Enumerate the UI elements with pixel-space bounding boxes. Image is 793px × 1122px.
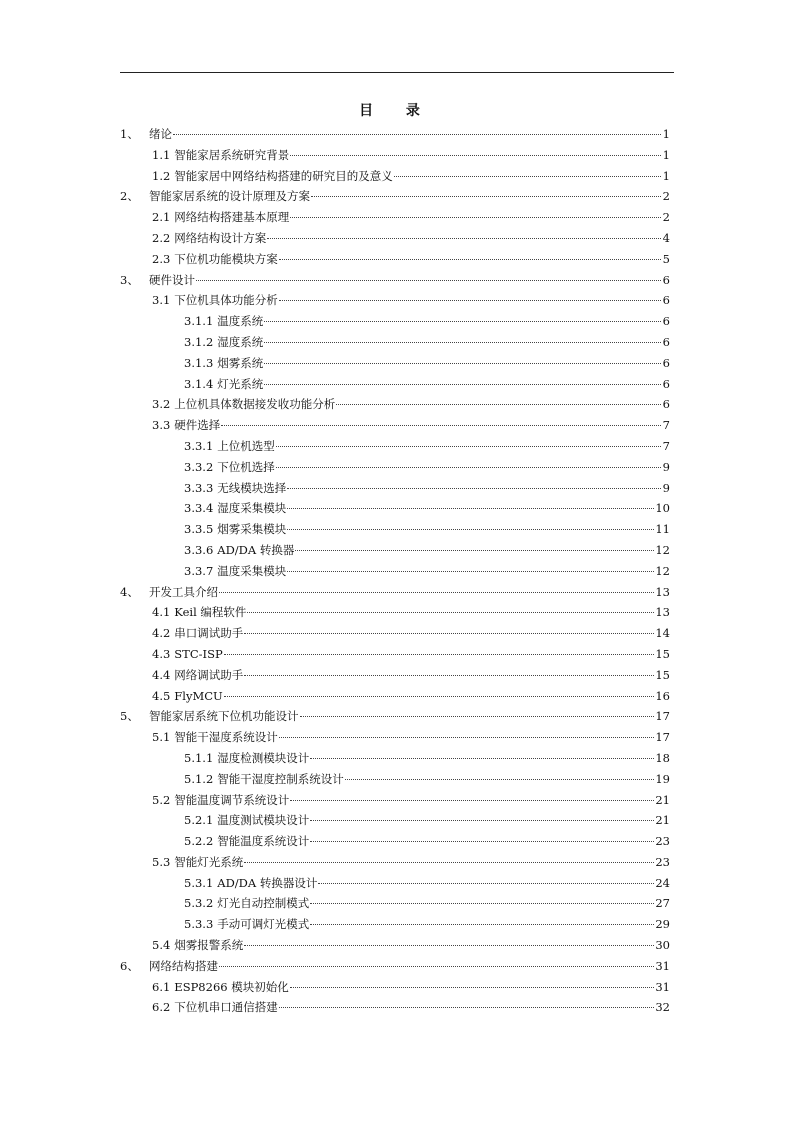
dot-leader <box>267 237 661 239</box>
toc-entry-page: 6 <box>662 376 670 391</box>
toc-entry[interactable] <box>120 582 670 603</box>
toc-entry-title: 硬件选择 <box>174 418 221 433</box>
toc-entry-page: 17 <box>655 709 670 724</box>
toc-entry[interactable] <box>120 415 670 436</box>
toc-entry-page: 30 <box>655 938 670 953</box>
toc-entry-number: 5.4 <box>152 938 171 953</box>
toc-entry-number: 3.2 <box>152 397 171 412</box>
table-of-contents <box>120 124 670 1018</box>
dot-leader <box>196 279 661 281</box>
dot-leader <box>173 133 661 135</box>
toc-entry-page: 9 <box>662 459 670 474</box>
toc-entry[interactable] <box>120 540 670 561</box>
toc-entry[interactable] <box>120 124 670 145</box>
toc-entry-title: 手动可调灯光模式 <box>217 917 310 932</box>
toc-entry-title: FlyMCU <box>174 688 223 703</box>
dot-leader <box>244 861 654 863</box>
toc-entry[interactable] <box>120 831 670 852</box>
toc-entry-number: 3.1.1 <box>184 314 214 329</box>
toc-entry-number: 3.3.4 <box>184 501 214 516</box>
dot-leader <box>264 320 661 322</box>
toc-entry-number: 5.1 <box>152 730 171 745</box>
toc-entry-page: 7 <box>662 438 670 453</box>
dot-leader <box>224 653 655 655</box>
header-rule <box>120 72 674 73</box>
toc-entry-page: 11 <box>655 522 670 537</box>
toc-entry-number: 4.5 <box>152 688 171 703</box>
toc-entry[interactable] <box>120 332 670 353</box>
toc-entry-number: 4.2 <box>152 626 171 641</box>
toc-entry[interactable] <box>120 290 670 311</box>
toc-entry-number: 2.1 <box>152 210 171 225</box>
dot-leader <box>310 923 654 925</box>
toc-entry[interactable] <box>120 727 670 748</box>
toc-entry[interactable] <box>120 873 670 894</box>
toc-entry[interactable] <box>120 394 670 415</box>
toc-entry-page: 31 <box>655 958 670 973</box>
toc-entry-page: 18 <box>655 750 670 765</box>
toc-entry-page: 2 <box>662 210 670 225</box>
toc-entry-title: 硬件设计 <box>149 272 195 287</box>
toc-entry-page: 13 <box>655 605 670 620</box>
dot-leader <box>295 549 654 551</box>
toc-entry-title: 湿度检测模块设计 <box>217 750 310 765</box>
toc-entry-page: 6 <box>662 334 670 349</box>
dot-leader <box>247 611 654 613</box>
toc-entry[interactable] <box>120 436 670 457</box>
toc-entry[interactable] <box>120 977 670 998</box>
toc-entry-title: 开发工具介绍 <box>149 584 218 599</box>
toc-entry[interactable] <box>120 270 670 291</box>
toc-entry-number: 3.3.6 <box>184 542 214 557</box>
toc-entry-number: 3.3.7 <box>184 563 214 578</box>
toc-entry-page: 4 <box>662 230 670 245</box>
toc-entry-title: 湿度采集模块 <box>217 501 287 516</box>
toc-entry-title: 智能干湿度系统设计 <box>174 730 278 745</box>
toc-entry-page: 31 <box>655 979 670 994</box>
dot-leader <box>279 1006 655 1008</box>
toc-entry[interactable] <box>120 457 670 478</box>
dot-leader <box>287 507 654 509</box>
toc-entry-number: 2.2 <box>152 230 171 245</box>
toc-entry-number: 3.3.2 <box>184 459 214 474</box>
toc-entry-number: 5、 <box>120 709 139 724</box>
toc-entry[interactable] <box>120 145 670 166</box>
toc-entry-page: 16 <box>655 688 670 703</box>
toc-title: 目 录 <box>359 103 434 119</box>
dot-leader <box>221 424 661 426</box>
toc-entry-title: Keil 编程软件 <box>174 605 247 620</box>
toc-entry-number: 4.3 <box>152 646 171 661</box>
toc-entry-page: 6 <box>662 355 670 370</box>
toc-entry-title: 下位机具体功能分析 <box>174 293 278 308</box>
toc-entry-title: 串口调试助手 <box>174 626 244 641</box>
toc-entry-title: 烟雾报警系统 <box>174 938 244 953</box>
toc-entry[interactable] <box>120 498 670 519</box>
toc-entry-number: 6.2 <box>152 1000 171 1015</box>
toc-entry[interactable] <box>120 353 670 374</box>
toc-entry-title: 烟雾采集模块 <box>217 522 287 537</box>
toc-entry-page: 14 <box>655 626 670 641</box>
toc-entry-page: 6 <box>662 293 670 308</box>
toc-entry-page: 7 <box>662 418 670 433</box>
toc-entry-number: 5.3.3 <box>184 917 214 932</box>
toc-entry-title: ESP8266 模块初始化 <box>174 979 289 994</box>
dot-leader <box>244 632 654 634</box>
toc-entry-page: 5 <box>662 251 670 266</box>
toc-entry-title: 智能干湿度控制系统设计 <box>217 771 344 786</box>
toc-entry-title: 下位机选择 <box>217 459 275 474</box>
toc-entry-title: 网络结构搭建 <box>149 958 218 973</box>
toc-entry-title: 智能家居系统下位机功能设计 <box>149 709 299 724</box>
dot-leader <box>244 674 654 676</box>
toc-entry-page: 15 <box>655 667 670 682</box>
toc-entry-title: 灯光系统 <box>217 376 264 391</box>
toc-entry-title: 烟雾系统 <box>217 355 264 370</box>
dot-leader <box>244 944 654 946</box>
dot-leader <box>279 258 661 260</box>
toc-entry-page: 19 <box>655 771 670 786</box>
dot-leader <box>287 528 654 530</box>
toc-entry[interactable] <box>120 519 670 540</box>
toc-entry-page: 23 <box>655 834 670 849</box>
toc-entry-page: 29 <box>655 917 670 932</box>
toc-entry-title: 网络调试助手 <box>174 667 244 682</box>
dot-leader <box>264 383 661 385</box>
toc-entry-number: 5.3 <box>152 854 171 869</box>
dot-leader <box>287 487 661 489</box>
toc-entry-number: 3.1 <box>152 293 171 308</box>
toc-entry[interactable] <box>120 374 670 395</box>
toc-entry-number: 3.3.5 <box>184 522 214 537</box>
dot-leader <box>318 882 654 884</box>
dot-leader <box>345 778 655 780</box>
toc-entry-page: 6 <box>662 272 670 287</box>
toc-entry[interactable] <box>120 769 670 790</box>
toc-entry-title: 智能温度调节系统设计 <box>174 792 290 807</box>
toc-entry-page: 6 <box>662 397 670 412</box>
toc-entry-number: 1.2 <box>152 168 171 183</box>
toc-entry-number: 4.1 <box>152 605 171 620</box>
toc-entry-number: 1.1 <box>152 147 171 162</box>
toc-entry[interactable] <box>120 852 670 873</box>
toc-entry-number: 3.1.4 <box>184 376 214 391</box>
dot-leader <box>310 757 654 759</box>
toc-entry-title: 温度测试模块设计 <box>217 813 310 828</box>
dot-leader <box>219 591 654 593</box>
dot-leader <box>290 154 661 156</box>
toc-entry-title: 网络结构设计方案 <box>174 230 267 245</box>
toc-entry-title: 温度系统 <box>217 314 264 329</box>
toc-entry-title: 下位机串口通信搭建 <box>174 1000 278 1015</box>
toc-entry-number: 5.1.1 <box>184 750 214 765</box>
dot-leader <box>290 986 655 988</box>
toc-entry-title: 灯光自动控制模式 <box>217 896 310 911</box>
toc-entry[interactable] <box>120 166 670 187</box>
toc-entry[interactable] <box>120 207 670 228</box>
toc-entry-number: 1、 <box>120 127 139 141</box>
toc-entry-page: 12 <box>655 563 670 578</box>
toc-entry-page: 1 <box>662 168 670 183</box>
dot-leader <box>287 570 654 572</box>
toc-entry-title: AD/DA 转换器设计 <box>217 875 318 890</box>
toc-entry[interactable] <box>120 311 670 332</box>
toc-entry-number: 6、 <box>120 958 139 973</box>
toc-entry-page: 12 <box>655 542 670 557</box>
toc-entry-number: 5.3.2 <box>184 896 214 911</box>
toc-entry-number: 5.2 <box>152 792 171 807</box>
toc-entry[interactable] <box>120 748 670 769</box>
toc-entry-page: 27 <box>655 896 670 911</box>
dot-leader <box>264 362 661 364</box>
toc-entry-title: 温度采集模块 <box>217 563 287 578</box>
toc-entry-page: 21 <box>655 792 670 807</box>
toc-entry-number: 2、 <box>120 189 139 204</box>
toc-entry-page: 10 <box>655 501 670 516</box>
toc-entry-page: 24 <box>655 875 670 890</box>
toc-entry-page: 32 <box>655 1000 670 1015</box>
toc-entry[interactable] <box>120 790 670 811</box>
dot-leader <box>310 902 654 904</box>
toc-entry-title: 无线模块选择 <box>217 480 287 495</box>
dot-leader <box>394 175 661 177</box>
toc-entry-title: 上位机具体数据接发收功能分析 <box>174 397 336 412</box>
dot-leader <box>311 195 661 197</box>
toc-entry[interactable] <box>120 561 670 582</box>
toc-entry-number: 5.2.2 <box>184 834 214 849</box>
toc-entry-page: 13 <box>655 584 670 599</box>
toc-entry-number: 3.1.2 <box>184 334 214 349</box>
dot-leader <box>264 341 661 343</box>
toc-entry-number: 4.4 <box>152 667 171 682</box>
toc-entry[interactable] <box>120 228 670 249</box>
toc-entry-number: 5.1.2 <box>184 771 214 786</box>
toc-entry[interactable] <box>120 249 670 270</box>
toc-entry-number: 3、 <box>120 272 139 287</box>
toc-entry[interactable] <box>120 602 670 623</box>
toc-entry[interactable] <box>120 623 670 644</box>
toc-entry-number: 5.3.1 <box>184 875 214 890</box>
toc-entry-title: 网络结构搭建基本原理 <box>174 210 290 225</box>
toc-entry-title: 智能家居中网络结构搭建的研究目的及意义 <box>174 168 393 183</box>
toc-entry-page: 23 <box>655 854 670 869</box>
dot-leader <box>310 840 654 842</box>
dot-leader <box>336 403 661 405</box>
dot-leader <box>276 445 661 447</box>
dot-leader <box>279 299 661 301</box>
toc-entry[interactable] <box>120 478 670 499</box>
toc-entry-title: 智能家居系统研究背景 <box>174 147 290 162</box>
toc-entry[interactable] <box>120 893 670 914</box>
toc-entry-title: 湿度系统 <box>217 334 264 349</box>
toc-entry-title: STC-ISP <box>174 646 223 661</box>
dot-leader <box>279 736 655 738</box>
toc-entry[interactable] <box>120 914 670 935</box>
toc-entry[interactable] <box>120 686 670 707</box>
dot-leader <box>224 695 655 697</box>
toc-entry-number: 5.2.1 <box>184 813 214 828</box>
toc-entry-number: 6.1 <box>152 979 171 994</box>
toc-entry[interactable] <box>120 644 670 665</box>
toc-entry-number: 2.3 <box>152 251 171 266</box>
toc-entry-page: 6 <box>662 314 670 329</box>
toc-entry-page: 15 <box>655 646 670 661</box>
toc-entry[interactable] <box>120 706 670 727</box>
dot-leader <box>290 216 661 218</box>
dot-leader <box>276 466 661 468</box>
dot-leader <box>290 799 654 801</box>
toc-entry-number: 4、 <box>120 584 139 599</box>
toc-entry-number: 3.3 <box>152 418 171 433</box>
toc-entry-page: 9 <box>662 480 670 495</box>
toc-entry-page: 1 <box>662 127 670 141</box>
toc-entry[interactable] <box>120 997 670 1018</box>
toc-entry[interactable] <box>120 810 670 831</box>
toc-entry-title: 智能灯光系统 <box>174 854 244 869</box>
toc-entry-number: 3.3.1 <box>184 438 214 453</box>
toc-entry-title: 上位机选型 <box>217 438 275 453</box>
dot-leader <box>300 715 655 717</box>
toc-entry[interactable] <box>120 186 670 207</box>
toc-entry-page: 1 <box>662 147 670 162</box>
toc-entry-number: 3.3.3 <box>184 480 214 495</box>
toc-entry-title: AD/DA 转换器 <box>217 542 295 557</box>
toc-entry[interactable] <box>120 665 670 686</box>
toc-entry-page: 17 <box>655 730 670 745</box>
toc-entry[interactable] <box>120 956 670 977</box>
toc-entry-number: 3.1.3 <box>184 355 214 370</box>
dot-leader <box>219 965 654 967</box>
toc-entry-title: 智能家居系统的设计原理及方案 <box>149 189 310 204</box>
toc-entry-page: 2 <box>662 189 670 204</box>
toc-entry-title: 智能温度系统设计 <box>217 834 310 849</box>
toc-entry[interactable] <box>120 935 670 956</box>
toc-entry-title: 绪论 <box>149 127 172 141</box>
dot-leader <box>310 819 654 821</box>
toc-entry-page: 21 <box>655 813 670 828</box>
toc-entry-title: 下位机功能模块方案 <box>174 251 278 266</box>
